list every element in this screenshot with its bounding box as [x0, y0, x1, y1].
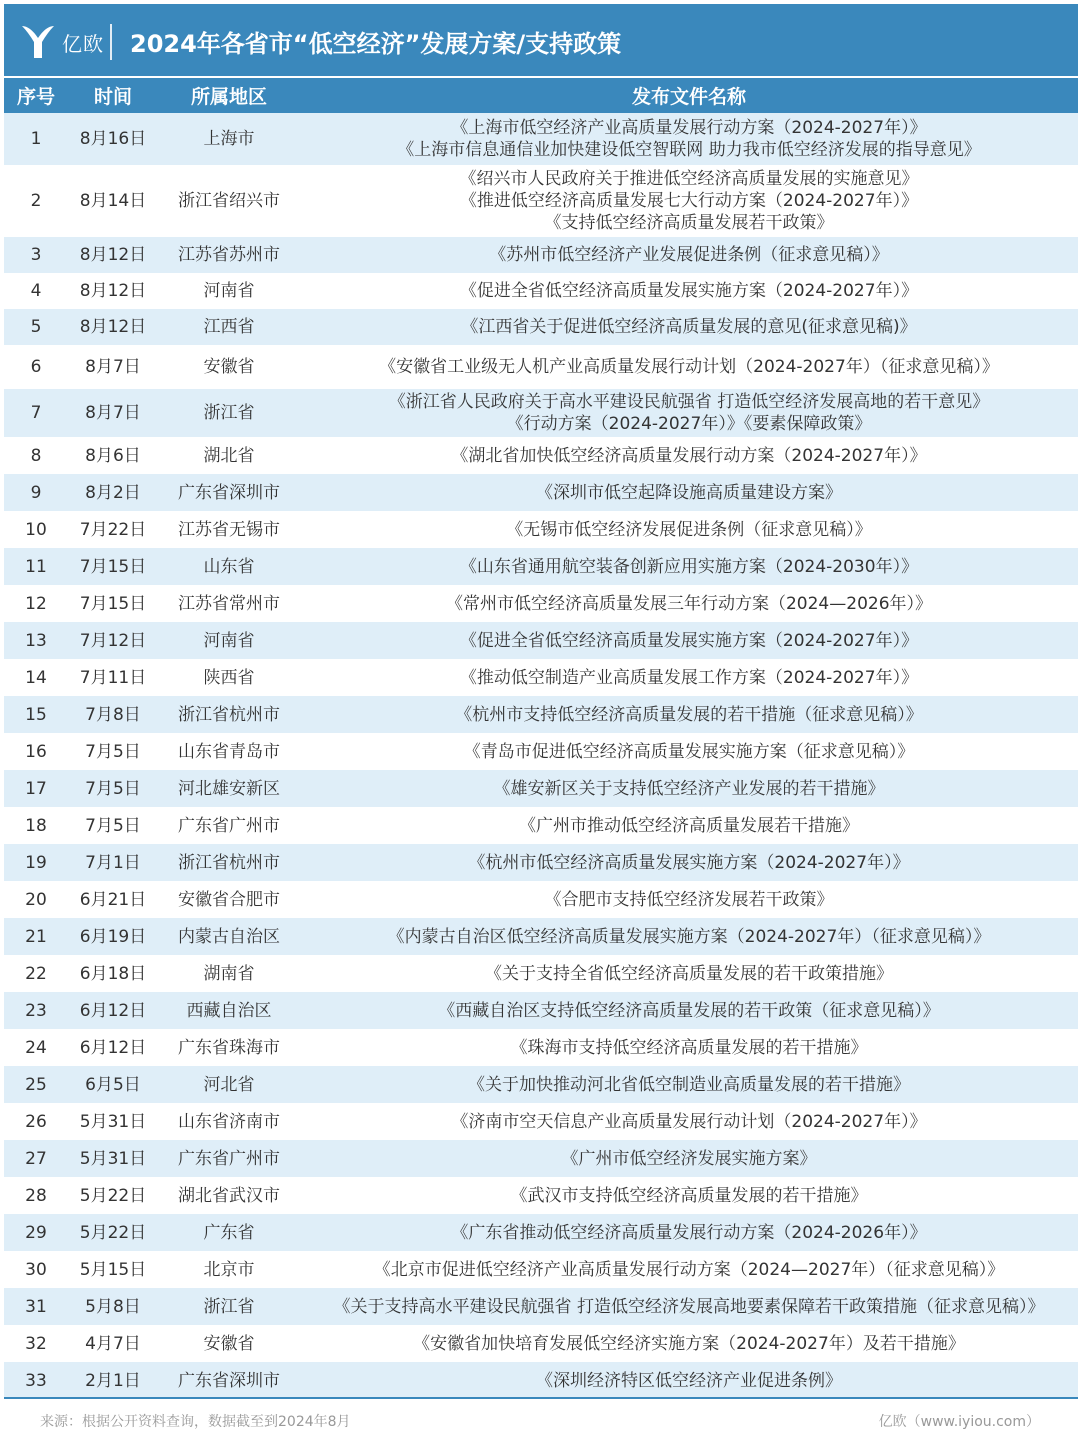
row-documents [300, 770, 1078, 807]
row-documents [300, 237, 1078, 273]
row-number: 33 [4, 1362, 68, 1399]
table-row [4, 955, 1078, 992]
row-region: 江西省 [158, 309, 300, 345]
row-number: 30 [4, 1251, 68, 1288]
table-row [4, 437, 1078, 474]
row-documents [300, 733, 1078, 770]
row-region: 上海市 [158, 113, 300, 165]
row-documents [300, 389, 1078, 437]
row-date: 8月7日 [68, 345, 158, 389]
row-date: 6月21日 [68, 881, 158, 918]
row-region: 广东省广州市 [158, 807, 300, 844]
document-title: 《绍兴市人民政府关于推进低空经济高质量发展的实施意见》 [459, 169, 919, 189]
row-number: 20 [4, 881, 68, 918]
row-region: 浙江省杭州市 [158, 696, 300, 733]
column-header-docs: 发布文件名称 [300, 78, 1078, 113]
row-region: 广东省 [158, 1214, 300, 1251]
row-region: 江苏省无锡市 [158, 511, 300, 548]
row-region: 湖南省 [158, 955, 300, 992]
row-region: 浙江省 [158, 389, 300, 437]
document-title: 《常州市低空经济高质量发展三年行动方案（2024—2026年）》 [445, 593, 933, 614]
row-number: 31 [4, 1288, 68, 1325]
row-documents [300, 113, 1078, 165]
table-row [4, 696, 1078, 733]
row-number: 1 [4, 113, 68, 165]
row-documents [300, 511, 1078, 548]
table-row [4, 273, 1078, 309]
row-documents [300, 1251, 1078, 1288]
row-date: 7月5日 [68, 770, 158, 807]
row-region: 河北雄安新区 [158, 770, 300, 807]
row-documents [300, 585, 1078, 622]
table-row [4, 770, 1078, 807]
row-documents [300, 437, 1078, 474]
row-number: 14 [4, 659, 68, 696]
table-row [4, 511, 1078, 548]
row-documents [300, 1288, 1078, 1325]
row-documents [300, 1029, 1078, 1066]
row-date: 8月6日 [68, 437, 158, 474]
document-title: 《无锡市低空经济发展促进条例（征求意见稿）》 [506, 519, 872, 540]
row-date: 4月7日 [68, 1325, 158, 1362]
row-number: 32 [4, 1325, 68, 1362]
row-number: 11 [4, 548, 68, 585]
row-documents [300, 622, 1078, 659]
source-note: 来源：根据公开资料查询，数据截至到2024年8月 [40, 1414, 351, 1430]
table-row [4, 622, 1078, 659]
document-title: 《深圳经济特区低空经济产业促进条例》 [536, 1370, 842, 1391]
row-number: 7 [4, 389, 68, 437]
document-title: 《促进全省低空经济高质量发展实施方案（2024-2027年）》 [459, 281, 919, 301]
brand-logo [20, 20, 120, 64]
table-row [4, 1251, 1078, 1288]
row-number: 24 [4, 1029, 68, 1066]
table-row [4, 659, 1078, 696]
row-date: 7月8日 [68, 696, 158, 733]
row-region: 山东省济南市 [158, 1103, 300, 1140]
row-region: 北京市 [158, 1251, 300, 1288]
document-title: 《山东省通用航空装备创新应用实施方案（2024-2030年）》 [459, 556, 919, 577]
row-date: 5月31日 [68, 1140, 158, 1177]
row-number: 21 [4, 918, 68, 955]
row-date: 7月5日 [68, 733, 158, 770]
row-number: 13 [4, 622, 68, 659]
row-region: 河北省 [158, 1066, 300, 1103]
table-row [4, 585, 1078, 622]
document-title: 《内蒙古自治区低空经济高质量发展实施方案（2024-2027年）（征求意见稿）》 [387, 926, 991, 947]
table-bottom-rule [4, 1397, 1078, 1399]
document-title: 《珠海市支持低空经济高质量发展的若干措施》 [510, 1037, 868, 1058]
row-documents [300, 659, 1078, 696]
table-row [4, 807, 1078, 844]
row-region: 内蒙古自治区 [158, 918, 300, 955]
row-documents [300, 1103, 1078, 1140]
row-region: 江苏省苏州市 [158, 237, 300, 273]
credit-note: 亿欧（www.iyiou.com） [878, 1414, 1040, 1430]
row-region: 浙江省 [158, 1288, 300, 1325]
document-title: 《广东省推动低空经济高质量发展行动方案（2024-2026年）》 [451, 1222, 927, 1243]
row-date: 6月19日 [68, 918, 158, 955]
row-documents [300, 309, 1078, 345]
table-row [4, 1066, 1078, 1103]
row-date: 7月12日 [68, 622, 158, 659]
row-region: 湖北省 [158, 437, 300, 474]
row-region: 河南省 [158, 622, 300, 659]
row-number: 4 [4, 273, 68, 309]
table-row [4, 309, 1078, 345]
row-number: 3 [4, 237, 68, 273]
document-title: 《杭州市低空经济高质量发展实施方案（2024-2027年）》 [468, 852, 910, 873]
row-number: 2 [4, 165, 68, 237]
row-date: 7月11日 [68, 659, 158, 696]
row-number: 18 [4, 807, 68, 844]
document-title: 《上海市信息通信业加快建设低空智联网 助力我市低空经济发展的指导意见》 [397, 140, 981, 160]
table-row [4, 844, 1078, 881]
document-title: 《关于加快推动河北省低空制造业高质量发展的若干措施》 [468, 1074, 910, 1095]
row-region: 广东省珠海市 [158, 1029, 300, 1066]
row-region: 湖北省武汉市 [158, 1177, 300, 1214]
row-region: 山东省青岛市 [158, 733, 300, 770]
document-title: 《雄安新区关于支持低空经济产业发展的若干措施》 [493, 778, 885, 799]
row-region: 广东省深圳市 [158, 474, 300, 511]
row-documents [300, 1214, 1078, 1251]
document-title: 《西藏自治区支持低空经济高质量发展的若干政策（征求意见稿）》 [438, 1000, 940, 1021]
table-row [4, 237, 1078, 273]
row-number: 17 [4, 770, 68, 807]
row-number: 26 [4, 1103, 68, 1140]
row-documents [300, 881, 1078, 918]
row-date: 8月14日 [68, 165, 158, 237]
row-date: 7月22日 [68, 511, 158, 548]
row-number: 16 [4, 733, 68, 770]
row-region: 山东省 [158, 548, 300, 585]
document-title: 《安徽省加快培育发展低空经济实施方案（2024-2027年）及若干措施》 [413, 1333, 965, 1354]
row-number: 9 [4, 474, 68, 511]
row-documents [300, 696, 1078, 733]
row-number: 15 [4, 696, 68, 733]
row-date: 7月5日 [68, 807, 158, 844]
row-date: 8月7日 [68, 389, 158, 437]
row-date: 8月12日 [68, 273, 158, 309]
row-number: 8 [4, 437, 68, 474]
row-region: 浙江省绍兴市 [158, 165, 300, 237]
page-title: 2024年各省市“低空经济”发展方案/支持政策 [130, 30, 622, 58]
row-number: 10 [4, 511, 68, 548]
document-title: 《上海市低空经济产业高质量发展行动方案（2024-2027年）》 [451, 118, 927, 138]
table-row [4, 474, 1078, 511]
row-date: 7月15日 [68, 585, 158, 622]
table-row [4, 1103, 1078, 1140]
table-row [4, 1362, 1078, 1399]
row-date: 8月16日 [68, 113, 158, 165]
row-date: 6月5日 [68, 1066, 158, 1103]
row-number: 27 [4, 1140, 68, 1177]
table-row [4, 345, 1078, 389]
row-region: 河南省 [158, 273, 300, 309]
row-region: 广东省深圳市 [158, 1362, 300, 1399]
document-title: 《济南市空天信息产业高质量发展行动计划（2024-2027年）》 [451, 1111, 927, 1132]
document-title: 《关于支持全省低空经济高质量发展的若干政策措施》 [485, 963, 893, 984]
row-number: 12 [4, 585, 68, 622]
row-documents [300, 345, 1078, 389]
row-date: 5月22日 [68, 1214, 158, 1251]
row-documents [300, 918, 1078, 955]
table-row [4, 1288, 1078, 1325]
row-region: 陕西省 [158, 659, 300, 696]
table-row [4, 918, 1078, 955]
row-region: 安徽省合肥市 [158, 881, 300, 918]
table-row [4, 165, 1078, 237]
row-number: 5 [4, 309, 68, 345]
row-documents [300, 807, 1078, 844]
row-number: 22 [4, 955, 68, 992]
row-documents [300, 273, 1078, 309]
yiou-logo-icon [20, 22, 56, 62]
row-documents [300, 1140, 1078, 1177]
row-documents [300, 548, 1078, 585]
row-documents [300, 955, 1078, 992]
table-body [4, 113, 1078, 1399]
row-region: 安徽省 [158, 1325, 300, 1362]
row-region: 浙江省杭州市 [158, 844, 300, 881]
row-documents [300, 844, 1078, 881]
row-date: 8月12日 [68, 237, 158, 273]
document-title: 《安徽省工业级无人机产业高质量发展行动计划（2024-2027年）（征求意见稿）》 [379, 357, 999, 377]
document-title: 《关于支持高水平建设民航强省 打造低空经济发展高地要素保障若干政策措施（征求意见稿）》 [333, 1296, 1045, 1317]
row-date: 7月15日 [68, 548, 158, 585]
row-region: 江苏省常州市 [158, 585, 300, 622]
table-row [4, 1140, 1078, 1177]
row-documents [300, 474, 1078, 511]
table-row [4, 1177, 1078, 1214]
row-number: 25 [4, 1066, 68, 1103]
document-title: 《湖北省加快低空经济高质量发展行动方案（2024-2027年）》 [451, 445, 927, 466]
document-title: 《广州市低空经济发展实施方案》 [561, 1148, 817, 1169]
row-date: 8月2日 [68, 474, 158, 511]
document-title: 《推动低空制造产业高质量发展工作方案（2024-2027年）》 [459, 667, 919, 688]
table-header-row [4, 78, 1078, 113]
row-date: 6月12日 [68, 992, 158, 1029]
row-number: 29 [4, 1214, 68, 1251]
row-number: 6 [4, 345, 68, 389]
row-date: 5月31日 [68, 1103, 158, 1140]
table-row [4, 113, 1078, 165]
column-header-region: 所属地区 [158, 78, 300, 113]
row-documents [300, 1325, 1078, 1362]
row-date: 5月15日 [68, 1251, 158, 1288]
row-documents [300, 992, 1078, 1029]
table-row [4, 389, 1078, 437]
row-date: 5月22日 [68, 1177, 158, 1214]
row-documents [300, 165, 1078, 237]
document-title: 《合肥市支持低空经济发展若干政策》 [544, 889, 834, 910]
row-date: 8月12日 [68, 309, 158, 345]
table-row [4, 733, 1078, 770]
row-documents [300, 1177, 1078, 1214]
document-title: 《浙江省人民政府关于高水平建设民航强省 打造低空经济发展高地的若干意见》 [388, 392, 990, 412]
document-title: 《深圳市低空起降设施高质量建设方案》 [536, 482, 842, 503]
header-divider [110, 24, 112, 60]
row-region: 西藏自治区 [158, 992, 300, 1029]
column-header-no: 序号 [4, 78, 68, 113]
document-title: 《江西省关于促进低空经济高质量发展的意见(征求意见稿)》 [461, 317, 917, 337]
policy-table [4, 78, 1078, 1399]
row-date: 6月12日 [68, 1029, 158, 1066]
header-banner [4, 4, 1078, 76]
row-number: 23 [4, 992, 68, 1029]
document-title: 《北京市促进低空经济产业高质量发展行动方案（2024—2027年）（征求意见稿）》 [373, 1259, 1005, 1280]
document-title: 《杭州市支持低空经济高质量发展的若干措施（征求意见稿）》 [455, 704, 923, 725]
row-date: 6月18日 [68, 955, 158, 992]
table-row [4, 548, 1078, 585]
row-date: 5月8日 [68, 1288, 158, 1325]
row-number: 19 [4, 844, 68, 881]
table-row [4, 1325, 1078, 1362]
document-title: 《行动方案（2024-2027年）》《要素保障政策》 [506, 414, 872, 434]
row-documents [300, 1362, 1078, 1399]
column-header-date: 时间 [68, 78, 158, 113]
document-title: 《苏州市低空经济产业发展促进条例（征求意见稿）》 [489, 245, 889, 265]
document-title: 《武汉市支持低空经济高质量发展的若干措施》 [510, 1185, 868, 1206]
document-title: 《青岛市促进低空经济高质量发展实施方案（征求意见稿）》 [463, 741, 915, 762]
document-title: 《广州市推动低空经济高质量发展若干措施》 [519, 815, 859, 836]
row-date: 7月1日 [68, 844, 158, 881]
table-row [4, 881, 1078, 918]
row-region: 安徽省 [158, 345, 300, 389]
document-title: 《支持低空经济高质量发展若干政策》 [544, 213, 834, 233]
table-row [4, 1214, 1078, 1251]
document-title: 《促进全省低空经济高质量发展实施方案（2024-2027年）》 [459, 630, 919, 651]
row-region: 广东省广州市 [158, 1140, 300, 1177]
row-number: 28 [4, 1177, 68, 1214]
document-title: 《推进低空经济高质量发展七大行动方案（2024-2027年）》 [459, 191, 919, 211]
table-row [4, 1029, 1078, 1066]
logo-text: 亿欧 [62, 31, 104, 56]
row-documents [300, 1066, 1078, 1103]
table-row [4, 992, 1078, 1029]
row-date: 2月1日 [68, 1362, 158, 1399]
